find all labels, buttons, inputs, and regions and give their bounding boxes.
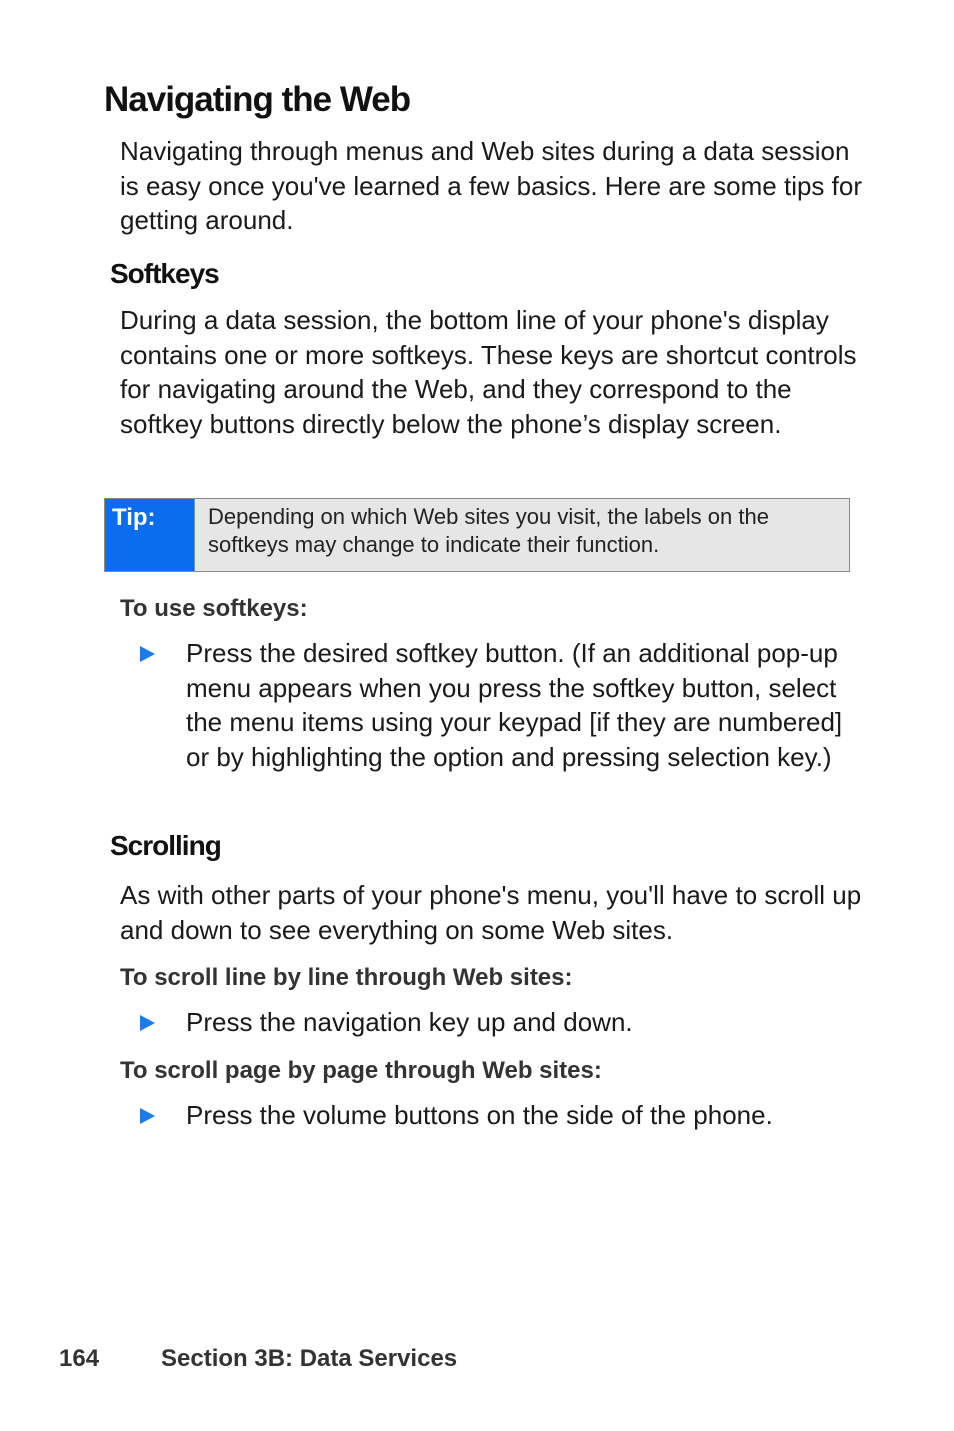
tip-box	[104, 498, 850, 572]
use-softkeys-heading: To use softkeys:	[120, 595, 308, 622]
triangle-bullet-icon	[140, 1015, 155, 1031]
page-number: 164	[59, 1345, 100, 1372]
scroll-line-step-text: Press the navigation key up and down.	[186, 1007, 633, 1037]
page-title: Navigating the Web	[104, 80, 411, 119]
scroll-line-heading: To scroll line by line through Web sites:	[120, 964, 573, 991]
scroll-page-heading: To scroll page by page through Web sites:	[120, 1057, 602, 1084]
softkey-step-text: Press the desired softkey button. (If an additional pop-up menu appears when you press the softkey button, select the menu items using your keypad [if they are numbered] or by highlighting the option and pressing selection key.)	[186, 638, 843, 772]
tip-text: Depending on which Web sites you visit, the labels on the softkeys may change to indicate their function.	[208, 504, 769, 557]
scrolling-paragraph: As with other parts of your phone's menu, you'll have to scroll up and down to see everything on some Web sites.	[120, 880, 862, 945]
softkeys-heading: Softkeys	[110, 258, 219, 289]
scroll-page-step-text: Press the volume buttons on the side of the phone.	[186, 1100, 773, 1130]
scrolling-heading: Scrolling	[110, 830, 221, 861]
tip-label: Tip:	[112, 504, 156, 531]
intro-paragraph: Navigating through menus and Web sites during a data session is easy once you've learned a few basics. Here are some tips for getting around.	[120, 136, 862, 236]
triangle-bullet-icon	[140, 1108, 155, 1124]
softkeys-paragraph: During a data session, the bottom line of your phone's display contains one or more softkeys. These keys are shortcut controls for navigating around the Web, and they correspond to the softkey buttons directly below the phone’s display screen.	[120, 305, 857, 439]
section-label: Section 3B: Data Services	[161, 1345, 458, 1372]
triangle-bullet-icon	[140, 646, 155, 662]
tip-label-cell	[105, 499, 195, 571]
